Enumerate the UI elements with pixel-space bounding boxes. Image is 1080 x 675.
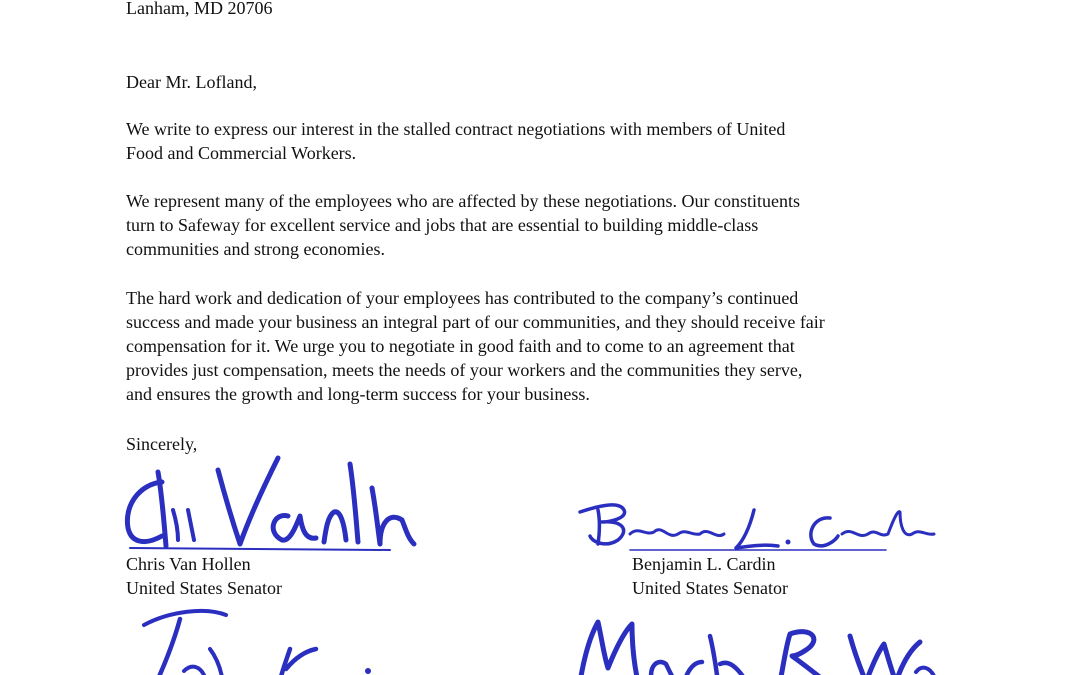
signature-warner-image xyxy=(560,612,940,675)
paragraph-2 xyxy=(126,189,946,261)
signatory-title: United States Senator xyxy=(126,578,282,598)
paragraph-1 xyxy=(126,117,946,165)
signature-van-hollen-image xyxy=(118,450,418,560)
signatory-name: Chris Van Hollen xyxy=(126,554,251,574)
paragraph-3 xyxy=(126,286,946,406)
paragraph-line: turn to Safeway for excellent service and jobs that are essential to building middle-class xyxy=(126,215,759,235)
signatory-title: United States Senator xyxy=(632,578,788,598)
signatory-name: Benjamin L. Cardin xyxy=(632,554,776,574)
paragraph-line: We write to express our interest in the stalled contract negotiations with members of United xyxy=(126,119,786,139)
paragraph-line: success and made your business an integral part of our communities, and they should receive fair xyxy=(126,312,825,332)
paragraph-line: We represent many of the employees who are affected by these negotiations. Our constituents xyxy=(126,191,800,211)
paragraph-line: provides just compensation, meets the needs of your workers and the communities they serve, xyxy=(126,360,803,380)
address-line: Lanham, MD 20706 xyxy=(126,0,273,18)
paragraph-line: Food and Commercial Workers. xyxy=(126,143,357,163)
closing: Sincerely, xyxy=(126,434,198,454)
paragraph-line: and ensures the growth and long-term success for your business. xyxy=(126,384,590,404)
paragraph-line: compensation for it. We urge you to negotiate in good faith and to come to an agreement that xyxy=(126,336,795,356)
salutation: Dear Mr. Lofland, xyxy=(126,72,257,92)
paragraph-line: communities and strong economies. xyxy=(126,239,385,259)
signature-kaine-image xyxy=(130,605,380,675)
paragraph-line: The hard work and dedication of your employees has contributed to the company’s continued xyxy=(126,288,799,308)
